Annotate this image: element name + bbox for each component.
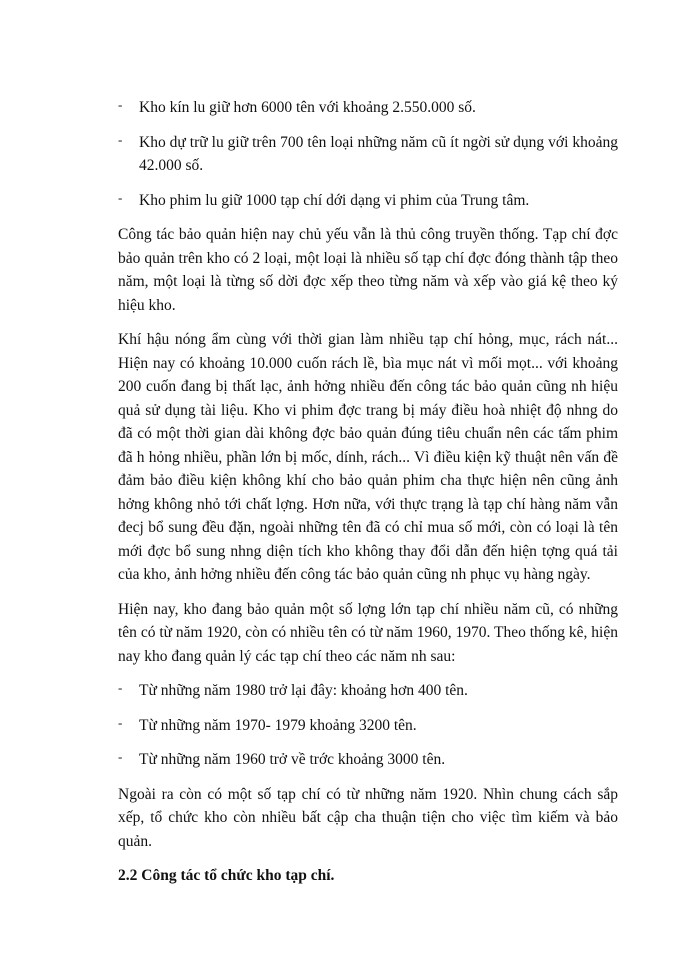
section-heading: 2.2 Công tác tổ chức kho tạp chí. [118,867,335,884]
bullet-marker: - [118,714,123,730]
list-item-text: Kho dự trữ lu giữ trên 700 tên loại những năm cũ ít ngời sử dụng với khoảng 42.000 số. [139,133,618,174]
bullet-marker: - [118,749,123,764]
bullet-marker: - [118,131,123,147]
list-item [118,131,618,178]
bullet-marker: - [118,97,123,112]
list-item-text: Từ những năm 1960 trở về trớc khoảng 3000 tên. [139,751,446,768]
list-item-text: Kho phim lu giữ 1000 tạp chí dới dạng vi phim của Trung tâm. [139,191,530,209]
list-item [118,189,618,213]
paragraph-climate-damage: Khí hậu nóng ẩm cùng với thời gian làm nhiều tạp chí hỏng, mục, rách nát... Hiện nay có khoảng 10.000 cuốn rách lề, bìa mục nát vì mối mọt... với khoảng 200 cuốn đang bị thất lạc, ảnh hởng nhiều đến công tác bảo quản cũng nh hiệu quả sử dụng tài liệu. Kho vi phim đợc trang bị máy điều hoà nhiệt độ nhng do đã có một thời gian dài không đợc bảo quản đúng tiêu chuẩn nên các tấm phim đã h hỏng nhiều, phần lớn bị mốc, dính, rách... Vì điều kiện kỹ thuật nên vấn đề đảm bảo điều kiện không khí cho bảo quản phim cha thực hiện nên cũng ảnh hởng không nhỏ tới chất lợng. Hơn nữa, với thực trạng là tạp chí hàng năm vẫn đecj bổ sung đều đặn, ngoài những tên đã có chỉ mua số mới, còn có loại là tên mới đợc bổ sung nhng diện tích kho không thay đổi dẫn đến hiện tợng quá tải của kho, ảnh hởng nhiều đến công tác bảo quản cũng nh phục vụ hàng ngày. [118,331,618,583]
list-item-text: Từ những năm 1970- 1979 khoảng 3200 tên. [139,716,417,734]
list-item [118,679,618,703]
list-item [118,714,618,738]
list-item-text: Kho kín lu giữ hơn 6000 tên với khoảng 2.550.000 số. [139,99,476,116]
list-item-text: Từ những năm 1980 trở lại đây: khoảng hơn 400 tên. [139,682,468,699]
bullet-marker: - [118,680,123,695]
paragraph-current-holdings: Hiện nay, kho đang bảo quản một số lợng lớn tạp chí nhiều năm cũ, có những tên có từ năm 1920, còn có nhiều tên có từ năm 1960, 1970. Theo thống kê, hiện nay kho đang quản lý các tạp chí theo các năm nh sau: [118,600,618,665]
document-body [118,96,618,888]
bullet-marker: - [118,189,123,205]
paragraph-conclusion: Ngoài ra còn có một số tạp chí có từ những năm 1920. Nhìn chung cách sắp xếp, tổ chức kho còn nhiều bất cập cha thuận tiện cho việc tìm kiếm và bảo quản. [118,785,618,850]
list-item [118,96,618,120]
list-item [118,748,618,772]
paragraph-preservation: Công tác bảo quản hiện nay chủ yếu vẫn là thủ công truyền thống. Tạp chí đợc bảo quản trên kho có 2 loại, một loại là nhiều số tạp chí đợc đóng thành tập theo năm, một loại là từng số dời đợc xếp theo từng năm và xếp vào giá kệ theo ký hiệu kho. [118,226,618,314]
